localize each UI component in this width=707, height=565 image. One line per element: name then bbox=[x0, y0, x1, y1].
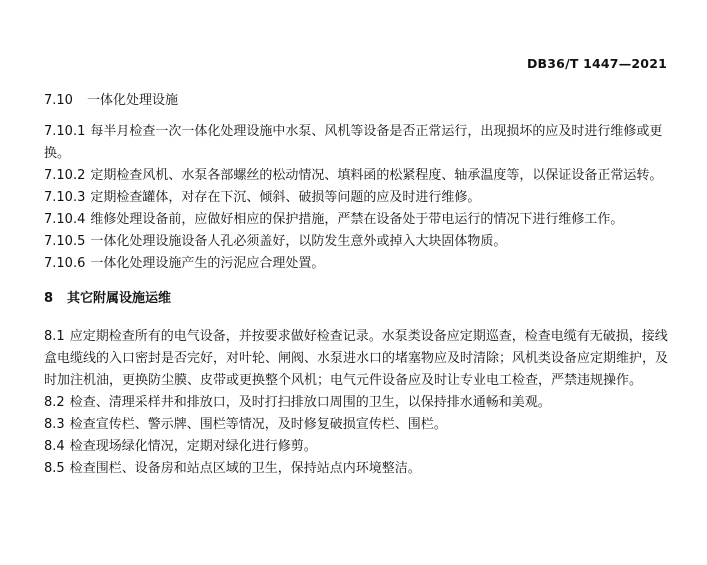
clause-8-2 bbox=[44, 392, 669, 414]
clause-number: 7.10.6 bbox=[44, 256, 86, 271]
section-heading-7-10 bbox=[44, 90, 669, 112]
clause-7-10-4 bbox=[44, 209, 669, 231]
clause-text: 检查现场绿化情况，定期对绿化进行修剪。 bbox=[69, 439, 317, 454]
clause-number: 7.10.2 bbox=[44, 168, 86, 183]
clause-7-10-6 bbox=[44, 253, 669, 275]
clause-text: 检查、清理采样井和排放口，及时打扫排放口周围的卫生，以保持排水通畅和美观。 bbox=[69, 395, 551, 410]
clause-7-10-3 bbox=[44, 187, 669, 209]
clause-8-4 bbox=[44, 436, 669, 458]
clause-number: 7.10.5 bbox=[44, 234, 86, 249]
clause-7-10-1 bbox=[44, 121, 669, 165]
document-code: DB36/T 1447—2021 bbox=[526, 56, 667, 71]
clause-text: 一体化处理设施产生的污泥应合理处置。 bbox=[90, 256, 325, 271]
chapter-title: 其它附属设施运维 bbox=[67, 291, 172, 306]
clause-number: 8.3 bbox=[44, 417, 65, 432]
clause-number: 7.10.4 bbox=[44, 212, 86, 227]
clause-text: 应定期检查所有的电气设备，并按要求做好检查记录。水泵类设备应定期巡查，检查电缆有无破损，接线盒电缆线的入口密封是否完好，对叶轮、闸阀、水泵进水口的堵塞物应及时清除；风机类设备应定期维护，及时加注机油，更换防尘膜、皮带或更换整个风机；电气元件设备应及时让专业电工检查，严禁违规操作。 bbox=[44, 329, 669, 388]
clause-7-10-2 bbox=[44, 165, 669, 187]
clause-8-1 bbox=[44, 326, 669, 392]
clause-text: 检查围栏、设备房和站点区域的卫生，保持站点内环境整洁。 bbox=[69, 461, 421, 476]
clause-number: 8.5 bbox=[44, 461, 65, 476]
clause-7-10-5 bbox=[44, 231, 669, 253]
clause-text: 维修处理设备前，应做好相应的保护措施，严禁在设备处于带电运行的情况下进行维修工作。 bbox=[90, 212, 624, 227]
document-body bbox=[44, 90, 669, 480]
section-number: 7.10 bbox=[44, 93, 73, 108]
clause-text: 检查宣传栏、警示牌、围栏等情况，及时修复破损宣传栏、围栏。 bbox=[69, 417, 447, 432]
clause-8-3 bbox=[44, 414, 669, 436]
clause-number: 7.10.1 bbox=[44, 124, 86, 139]
clause-8-5 bbox=[44, 458, 669, 480]
clause-text: 每半月检查一次一体化处理设施中水泵、风机等设备是否正常运行，出现损坏的应及时进行维修或更换。 bbox=[44, 124, 663, 161]
clause-text: 定期检查风机、水泵各部螺丝的松动情况、填料函的松紧程度、轴承温度等，以保证设备正常运转。 bbox=[90, 168, 663, 183]
clause-number: 8.4 bbox=[44, 439, 65, 454]
clause-text: 定期检查罐体，对存在下沉、倾斜、破损等问题的应及时进行维修。 bbox=[90, 190, 481, 205]
chapter-number: 8 bbox=[44, 291, 54, 306]
chapter-heading-8 bbox=[44, 288, 669, 310]
section-title: 一体化处理设施 bbox=[86, 93, 178, 108]
clause-number: 8.2 bbox=[44, 395, 65, 410]
clause-number: 8.1 bbox=[44, 329, 65, 344]
clause-number: 7.10.3 bbox=[44, 190, 86, 205]
clause-text: 一体化处理设施设备人孔必须盖好，以防发生意外或掉入大块固体物质。 bbox=[90, 234, 507, 249]
